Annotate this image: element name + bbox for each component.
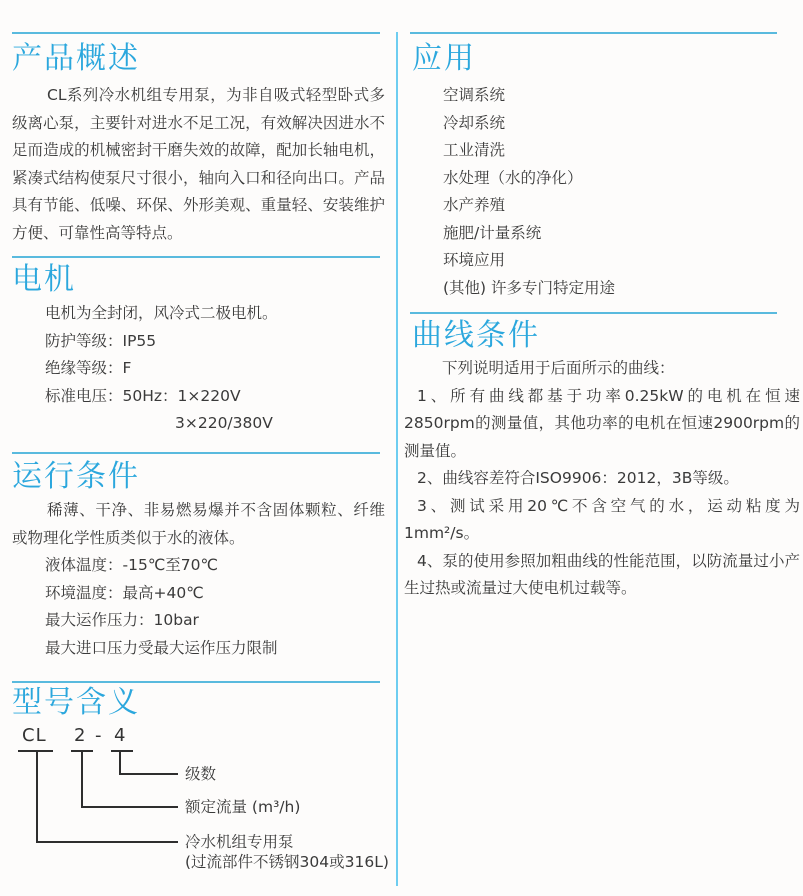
- motor-insulation-line: 绝缘等级：F: [45, 359, 132, 377]
- model-code-series: CL: [22, 725, 47, 746]
- diagram-vline-series: [36, 750, 38, 843]
- flow-label: 额定流量 (m³/h): [185, 798, 301, 816]
- overview-section-rule: [12, 32, 380, 34]
- application-item: 冷却系统: [443, 113, 506, 132]
- diagram-vline-flow: [81, 750, 83, 808]
- curve-condition-item: 3、测试采用20℃不含空气的水，运动粘度为1mm²/s。: [404, 496, 800, 542]
- curve-section-rule: [410, 312, 777, 314]
- motor-protection-line: 防护等级：IP55: [45, 331, 157, 350]
- diagram-vline-stages: [119, 750, 121, 775]
- application-item: 水产养殖: [443, 196, 506, 214]
- motor-intro-line: 电机为全封闭，风冷式二极电机。: [45, 304, 278, 322]
- operating-section-rule: [12, 452, 380, 454]
- model-section-rule: [12, 681, 380, 683]
- operating-spec-lines: [45, 552, 390, 662]
- motor-section-title: 电机: [12, 262, 76, 297]
- column-divider: [396, 32, 398, 886]
- motor-spec-lines: [45, 300, 390, 438]
- diagram-hline-flow: [81, 806, 178, 808]
- overview-section-title: 产品概述: [12, 41, 140, 76]
- inlet-pressure-line: 最大进口压力受最大运作压力限制: [45, 638, 278, 657]
- application-item: 工业清洗: [443, 141, 506, 159]
- curve-condition-item: 1、所有曲线都基于功率0.25kW的电机在恒速2850rpm的测量值，其他功率的电机在恒速2900rpm的测量值。: [404, 386, 800, 460]
- ambient-temp-line: 环境温度：最高+40℃: [45, 583, 204, 602]
- operating-body-paragraph: 稀薄、干净、非易燃易爆并不含固体颗粒、纤维或物理化学性质类似于水的液体。: [12, 501, 385, 547]
- operating-section-title: 运行条件: [12, 459, 140, 494]
- series-label-line1: 冷水机组专用泵: [185, 833, 294, 851]
- curve-section-title: 曲线条件: [412, 318, 540, 353]
- diagram-tick-stages: [111, 750, 133, 752]
- curve-conditions-block: [404, 355, 800, 603]
- series-label-line2: (过流部件不锈钢304或316L): [185, 853, 389, 871]
- motor-voltage-line: 标准电压：50Hz：1×220V: [45, 386, 241, 405]
- stages-label: 级数: [185, 765, 217, 783]
- application-item: 空调系统: [443, 86, 506, 104]
- curve-condition-item: 4、泵的使用参照加粗曲线的性能范围，以防流量过小产生过热或流量过大使电机过载等。: [404, 551, 800, 597]
- application-item: 水处理（水的净化）: [443, 168, 583, 187]
- curve-intro-line: 下列说明适用于后面所示的曲线：: [442, 359, 675, 377]
- application-item: 施肥/计量系统: [443, 223, 542, 242]
- curve-condition-item: 2、曲线容差符合ISO9906：2012，3B等级。: [417, 469, 739, 487]
- applications-section-title: 应用: [412, 41, 476, 76]
- liquid-temp-line: 液体温度：-15℃至70℃: [45, 556, 218, 574]
- motor-voltage-continuation: 3×220/380V: [175, 414, 273, 432]
- applications-section-rule: [410, 32, 777, 34]
- model-code-stages: 4: [114, 725, 127, 746]
- overview-body-paragraph: CL系列冷水机组专用泵，为非自吸式轻型卧式多级离心泵，主要针对进水不足工况，有效解决因进水不足而造成的机械密封干磨失效的故障，配加长轴电机，紧凑式结构使泵尺寸很小，轴向入口和径向出口。产品具有节能、低噪、环保、外形美观、重量轻、安装维护方便、可靠性高等特点。: [12, 86, 385, 242]
- model-section-title: 型号含义: [12, 685, 140, 720]
- application-item: 环境应用: [443, 251, 506, 269]
- motor-section-rule: [12, 256, 380, 258]
- max-pressure-line: 最大运作压力：10bar: [45, 611, 199, 629]
- applications-list: [443, 82, 615, 302]
- model-code-flow: 2: [74, 725, 87, 746]
- diagram-hline-series: [36, 841, 178, 843]
- application-item: (其他) 许多专门特定用途: [443, 278, 616, 297]
- diagram-hline-stages: [119, 773, 178, 775]
- model-code-dash: -: [95, 725, 103, 746]
